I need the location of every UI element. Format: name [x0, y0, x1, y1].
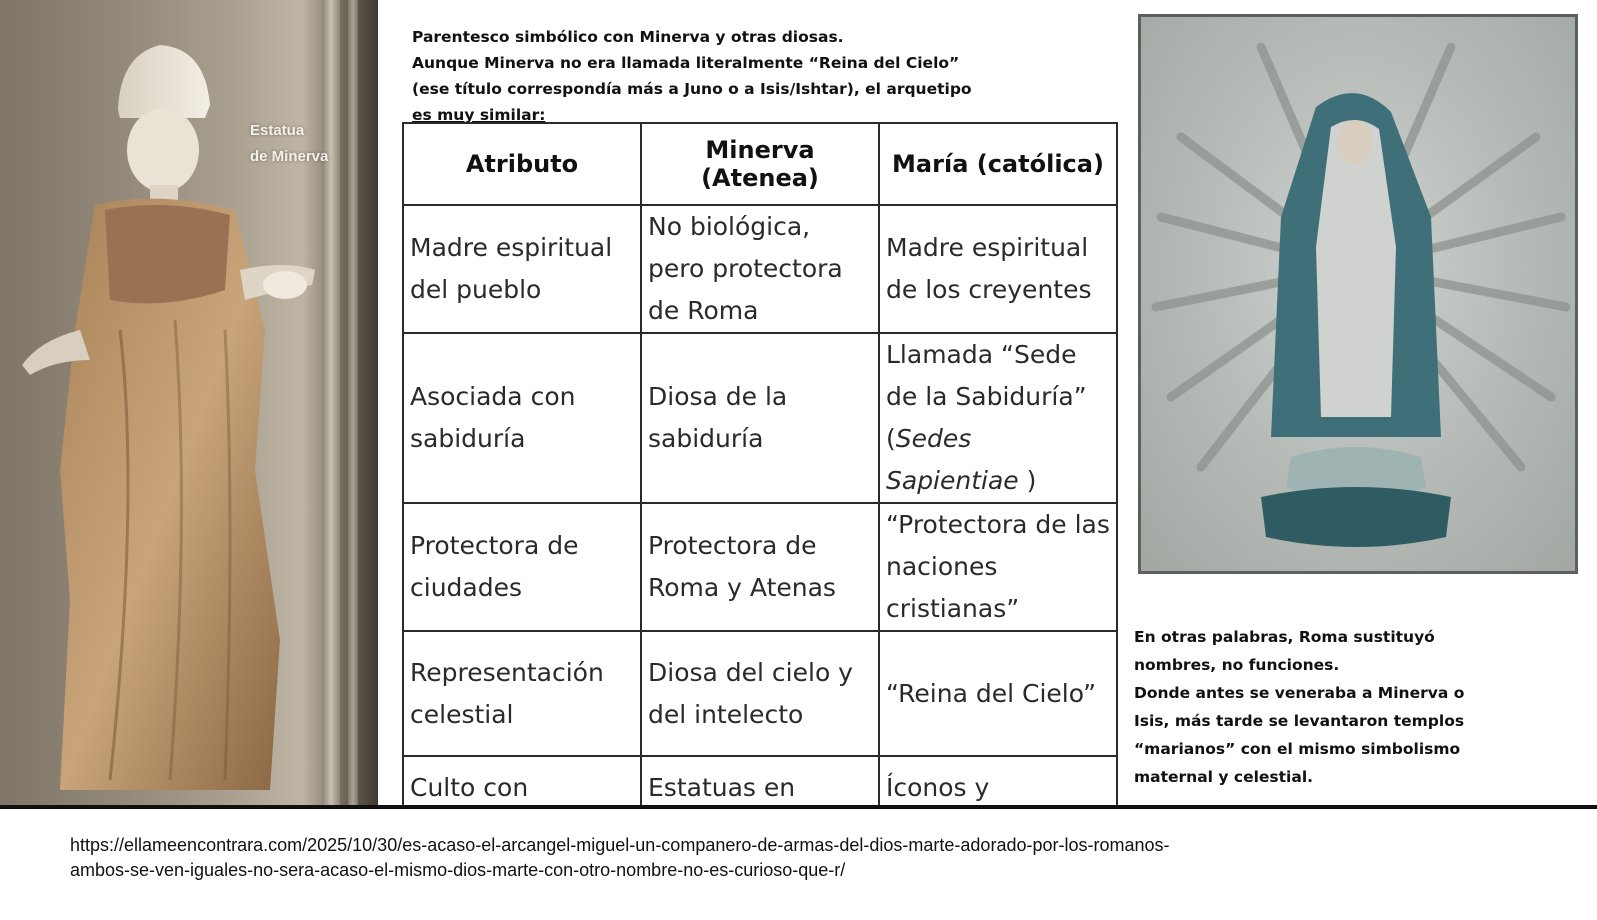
heading-line: es muy similar: — [412, 106, 546, 124]
source-url-line[interactable]: https://ellameencontrara.com/2025/10/30/es-acaso-el-arcangel-miguel-un-companero-de-armas-del-dios-marte-adorado-por-los-romanos- — [70, 835, 1170, 855]
divider — [0, 805, 1597, 809]
table-row — [403, 756, 1117, 805]
statue-label-line: de Minerva — [250, 148, 329, 165]
side-note-line: maternal y celestial. — [1134, 768, 1314, 786]
table-cell: No biológica, pero protectora de Roma — [641, 205, 879, 333]
table-cell: Íconos y — [879, 756, 1117, 805]
table-cell: Protectora de ciudades — [403, 503, 641, 631]
table-cell: Asociada con sabiduría — [403, 333, 641, 503]
table-row — [403, 503, 1117, 631]
header-atributo: Atributo — [403, 123, 641, 205]
heading-line: Aunque Minerva no era llamada literalmente “Reina del Cielo” — [412, 54, 960, 72]
table-cell: Protectora de Roma y Atenas — [641, 503, 879, 631]
cell-note-open: ( — [886, 424, 896, 453]
table-cell: Diosa de la sabiduría — [641, 333, 879, 503]
side-note-line: Isis, más tarde se levantaron templos — [1134, 712, 1465, 730]
side-note — [1134, 623, 1594, 791]
heading-line: (ese título correspondía más a Juno o a Isis/Ishtar), el arquetipo — [412, 80, 972, 98]
table-cell: Representación celestial — [403, 631, 641, 756]
comparison-table — [402, 122, 1118, 805]
side-note-line: nombres, no funciones. — [1134, 656, 1340, 674]
virgin-figure — [1141, 17, 1575, 571]
minerva-statue-image — [0, 0, 378, 805]
table-row — [403, 333, 1117, 503]
table-cell: Madre espiritual de los creyentes — [879, 205, 1117, 333]
statue-label-line: Estatua — [250, 122, 305, 139]
heading-line: Parentesco simbólico con Minerva y otras diosas. — [412, 28, 844, 46]
table-cell: Diosa del cielo y del intelecto — [641, 631, 879, 756]
source-url[interactable] — [70, 833, 1550, 883]
statue-label — [250, 118, 370, 170]
table-cell — [879, 333, 1117, 503]
side-note-line: En otras palabras, Roma sustituyó — [1134, 628, 1435, 646]
table-row — [403, 631, 1117, 756]
header-maria: María (católica) — [879, 123, 1117, 205]
table-cell: “Reina del Cielo” — [879, 631, 1117, 756]
table-row — [403, 205, 1117, 333]
table-cell: Madre espiritual del pueblo — [403, 205, 641, 333]
virgin-statue-image — [1138, 14, 1578, 574]
table-cell: Estatuas en — [641, 756, 879, 805]
source-url-line[interactable]: ambos-se-ven-iguales-no-sera-acaso-el-mismo-dios-marte-con-otro-nombre-no-es-curioso-que-r/ — [70, 860, 846, 880]
cell-note-italic: Sedes Sapientiae — [886, 424, 1019, 495]
cell-note-close: ) — [1018, 466, 1037, 495]
table-header-row — [403, 123, 1117, 205]
side-note-line: “marianos” con el mismo simbolismo — [1134, 740, 1461, 758]
header-minerva: Minerva (Atenea) — [641, 123, 879, 205]
heading-text — [412, 24, 1112, 128]
side-note-line: Donde antes se veneraba a Minerva o — [1134, 684, 1465, 702]
cell-text: Llamada “Sede de la Sabiduría” — [886, 340, 1087, 411]
table-cell: “Protectora de las naciones cristianas” — [879, 503, 1117, 631]
table-cell: Culto con — [403, 756, 641, 805]
